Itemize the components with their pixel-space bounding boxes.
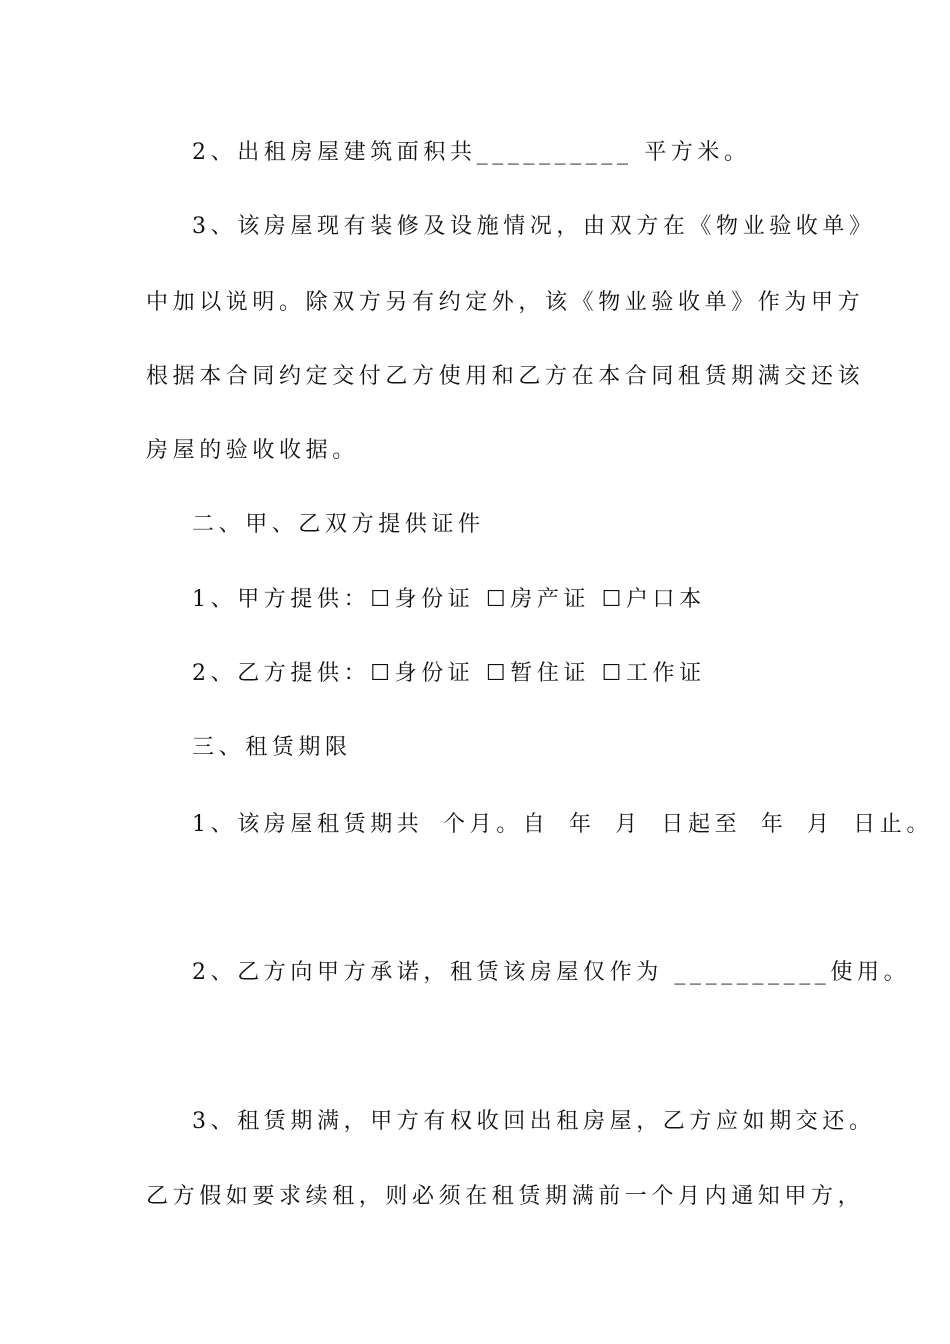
- clause-fixtures-line-1: 3、该房屋现有装修及设施情况，由双方在《物业验收单》: [192, 214, 876, 239]
- clause-lease-end-line-2: 乙方假如要求续租，则必须在租赁期满前一个月内通知甲方，: [146, 1184, 865, 1209]
- clause-usage-promise: 2、乙方向甲方承诺，租赁该房屋仅作为 __________使用。: [192, 960, 911, 985]
- section-heading-lease-term: 三、租赁期限: [192, 735, 352, 760]
- clause-area: 2、出租房屋建筑面积共__________ 平方米。: [192, 140, 751, 165]
- clause-fixtures-line-4: 房屋的验收收据。: [146, 438, 359, 463]
- clause-party-a-documents: 1、甲方提供：☐身份证 ☐房产证 ☐户口本: [192, 587, 706, 612]
- clause-lease-end-line-1: 3、租赁期满，甲方有权收回出租房屋，乙方应如期交还。: [192, 1109, 876, 1134]
- clause-lease-period: 1、该房屋租赁期共 个月。自 年 月 日起至 年 月 日止。: [192, 812, 933, 837]
- clause-fixtures-line-2: 中加以说明。除双方另有约定外，该《物业验收单》作为甲方: [146, 290, 865, 315]
- clause-party-b-documents: 2、乙方提供：☐身份证 ☐暂住证 ☐工作证: [192, 661, 706, 686]
- clause-fixtures-line-3: 根据本合同约定交付乙方使用和乙方在本合同租赁期满交还该: [146, 364, 865, 389]
- section-heading-documents: 二、甲、乙双方提供证件: [192, 512, 485, 537]
